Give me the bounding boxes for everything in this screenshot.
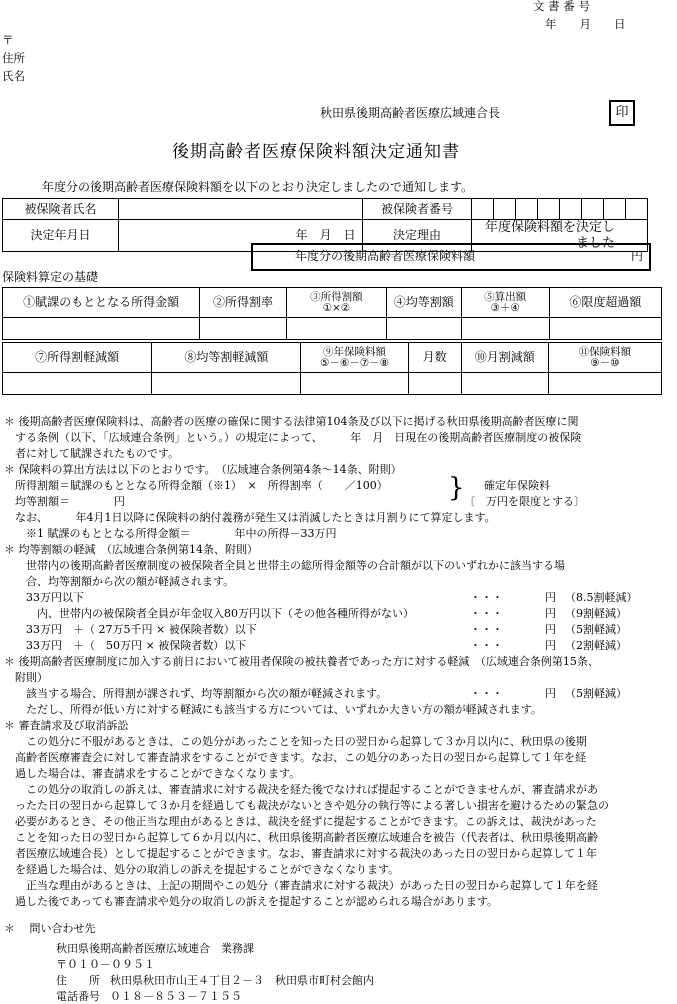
document-title: 後期高齢者医療保険料額決定通知書 — [172, 142, 460, 162]
brace-note-limit: 〔 万円を限度とする〕 — [464, 495, 585, 508]
reduction-unit: 円 — [545, 607, 556, 620]
insured-name-label: 被保険者氏名 — [3, 199, 119, 220]
seal-stamp: 印 — [609, 100, 635, 126]
reduction-unit: 円 — [545, 623, 556, 636]
calc-table-2 — [2, 342, 662, 395]
note-line: この処分の取消しの訴えは、審査請求に対する裁決を経た後でなければ提起することができませんが、審査請求があ — [4, 783, 598, 796]
contact-label: ＊ 問い合わせ先 — [4, 922, 96, 935]
note-line: ことを知った日の翌日から起算して６か月以内に、秋田県後期高齢者医療広域連合を被告（代表者は、秋田県後期高齢 — [4, 831, 598, 844]
note-line: 世帯内の後期高齢者医療制度の被保険者全員と世帯主の総所得金額等の合計額が以下のいずれかに該当する場 — [4, 559, 565, 572]
note-line: 過した後であっても審査請求や処分の取消しの訴えを提起することが認められる場合があります。 — [4, 895, 499, 908]
per-capita-reduction-header: ⑧均等割軽減額 — [152, 343, 301, 373]
income-reduction-header: ⑦所得割軽減額 — [3, 343, 152, 373]
note-line: ただし、所得が低い方に対する軽減にも該当する方については、いずれか大きい方の額が軽減されます。 — [4, 703, 542, 716]
reduction-rate: （8.5割軽減） — [565, 591, 638, 604]
note-line: する条例（以下、「広域連合条例」という。）の規定によって、 年 月 日現在の後期高齢者医療制度の被保険 — [4, 431, 582, 444]
contact-address-label: 住 所 — [56, 974, 100, 987]
note-line: ったた日の翌日から起算して３か月を経過しても裁決がないときや処分の執行等による著しい損害を避けるための緊急の — [4, 799, 609, 812]
insured-number-label: 被保険者番号 — [362, 199, 472, 220]
insured-name-value — [119, 199, 363, 220]
note-line: 附則） — [4, 671, 48, 684]
note-line: ＊ 均等割額の軽減 （広域連合条例第14条、附則） — [4, 543, 258, 556]
reduction-rate: （2割軽減） — [565, 639, 627, 652]
doc-number-label: 文 書 番 号 — [533, 0, 590, 13]
note-line: 33万円 ＋（ 50万円 × 被保険者数）以下 — [4, 639, 247, 652]
note-line: 合、均等割額から次の額が軽減されます。 — [4, 575, 235, 588]
contact-postal: 〒０１０－０９５１ — [56, 958, 155, 971]
income-levy-header: ③所得割額 ①×② — [286, 288, 386, 318]
computed-amount-header: ⑤算出額 ③＋④ — [461, 288, 549, 318]
decision-date-value: 年 月 日 — [119, 220, 363, 252]
reduction-dots: ・・・ — [470, 607, 503, 620]
annual-premium-header: ⑨年保険料額 ⑤－⑥－⑦－⑧ — [301, 343, 408, 373]
note-line: 内、世帯内の被保険者全員が年金収入80万円以下（その他各種所得がない） — [4, 607, 414, 620]
issuer-name: 秋田県後期高齢者医療広域連合長 — [320, 106, 501, 120]
brace-note-annual: 確定年保険料 — [484, 479, 550, 492]
calc-table — [2, 287, 662, 340]
basis-title: 保険料算定の基礎 — [2, 270, 99, 284]
reduction-dots: ・・・ — [470, 623, 503, 636]
note-line: 33万円 ＋（ 27万5千円 × 被保険者数）以下 — [4, 623, 257, 636]
issue-date-label: 年 月 日 — [545, 17, 626, 31]
note-line: 正当な理由があるときは、上記の期間やこの処分（審査請求に対する裁決）があった日の翌日から起算して１年を経 — [4, 879, 598, 892]
final-premium-header: ⑪保険料額 ⑨－⑩ — [548, 343, 661, 373]
premium-unit: 円 — [631, 249, 644, 263]
note-line: ＊ 後期高齢者医療保険料は、高齢者の医療の確保に関する法律第104条及び以下に掲げる秋田県後期高齢者医療に関 — [4, 415, 579, 428]
reduction-rate: （5割軽減） — [565, 623, 627, 636]
monthly-reduction-header: ⑩月割減額 — [461, 343, 548, 373]
decision-reason-label: 決定理由 — [362, 220, 472, 252]
reduction-dots: ・・・ — [470, 591, 503, 604]
contact-org: 秋田県後期高齢者医療広域連合 業務課 — [56, 942, 254, 955]
reduction-dots: ・・・ — [470, 639, 503, 652]
premium-box — [251, 243, 651, 271]
excess-limit-header: ⑥限度超過額 — [549, 288, 661, 318]
reduction-unit: 円 — [545, 639, 556, 652]
postal-mark: 〒 — [2, 33, 14, 47]
note-line: 者に対して賦課されたものです。 — [4, 447, 180, 460]
premium-label: 年度分の後期高齢者医療保険料額 — [295, 249, 476, 263]
decision-reason-value: 年度保険料額を決定しました — [472, 220, 648, 252]
note-line: 33万円以下 — [4, 591, 84, 604]
note-line: 該当する場合、所得割が課されず、均等割額から次の額が軽減されます。 — [4, 687, 388, 700]
note-line: なお、 年4月1日以降に保険料の納付義務が発生又は消滅したときは月割りにて算定します。 — [4, 511, 496, 524]
note-line: ＊ 審査請求及び取消訴訟 — [4, 719, 129, 732]
income-rate-header: ②所得割率 — [200, 288, 286, 318]
note-line: ※1 賦課のもととなる所得金額＝ 年中の所得－33万円 — [4, 527, 337, 540]
note-line: 過した場合は、審査請求をすることができなくなります。 — [4, 767, 301, 780]
note-line: 必要があるとき、その他正当な理由があるときは、裁決を経ずに提起することができます。この訴えは、裁決があった — [4, 815, 597, 828]
contact-phone: ０１８－８５３－７１５５ — [110, 990, 242, 1003]
reduction-unit: 円 — [545, 591, 556, 604]
decision-date-label: 決定年月日 — [3, 220, 119, 252]
income-base-header: ①賦課のもととなる所得金額 — [3, 288, 200, 318]
note-line: を経過した場合は、処分の取消しの訴えを提起することができなくなります。 — [4, 863, 400, 876]
reduction-dots: ・・・ — [470, 687, 503, 700]
note-line: ＊ 保険料の算出方法は以下のとおりです。 （広域連合条例第4条～14条、附則） — [4, 463, 402, 476]
per-capita-header: ④均等割額 — [387, 288, 461, 318]
months-header: 月数 — [408, 343, 461, 373]
note-line: 所得割額＝賦課のもととなる所得金額（※1） × 所得割率（ ／100） — [4, 479, 388, 492]
note-line: この処分に不服があるときは、この処分があったことを知った日の翌日から起算して３か月以内に、秋田県の後期 — [4, 735, 587, 748]
note-line: 高齢者医療審査会に対して審査請求をすることができます。なお、この処分のあった日の翌日から起算して１年を経 — [4, 751, 587, 764]
contact-address: 秋田県秋田市山王４丁目２－３ 秋田県市町村会館内 — [110, 974, 374, 987]
address-label: 住所 — [2, 51, 25, 65]
name-label: 氏名 — [2, 69, 25, 83]
note-line: 均等割額＝ 円 — [4, 495, 125, 508]
brace-mark: } — [448, 473, 465, 503]
reduction-rate: （9割軽減） — [565, 607, 627, 620]
note-line: 者医療広域連合長）として提起することができます。なお、審査請求に対する裁決のあった日の翌日から起算して１年 — [4, 847, 598, 860]
intro-text: 年度分の後期高齢者医療保険料額を以下のとおり決定しましたので通知します。 — [42, 180, 474, 194]
reduction-rate: （5割軽減） — [565, 687, 627, 700]
reduction-unit: 円 — [545, 687, 556, 700]
note-line: ＊ 後期高齢者医療制度に加入する前日において被用者保険の被扶養者であった方に対する軽減 （広域連合条例第15条、 — [4, 655, 599, 668]
contact-phone-label: 電話番号 — [56, 990, 100, 1003]
